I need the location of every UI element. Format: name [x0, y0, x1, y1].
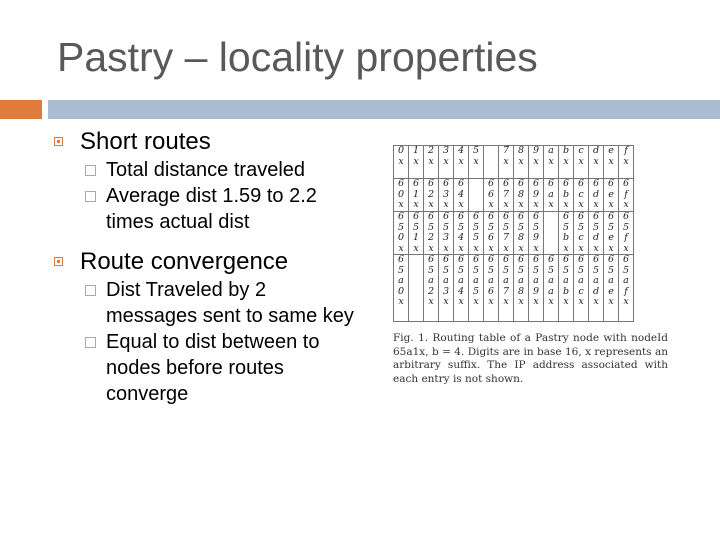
checkbox-icon — [85, 285, 96, 296]
table-cell — [484, 146, 499, 179]
table-cell: 6 5 a b x — [559, 255, 574, 322]
table-cell: 6 c x — [574, 179, 589, 212]
table-cell: 6 5 a 5 x — [469, 255, 484, 322]
table-cell: 6 7 x — [499, 179, 514, 212]
table-cell: 6 5 a 3 x — [439, 255, 454, 322]
checkbox-icon — [85, 165, 96, 176]
table-cell: 6 5 5 x — [469, 212, 484, 255]
table-cell: 6 5 a c x — [574, 255, 589, 322]
table-cell: 7 x — [499, 146, 514, 179]
table-cell: 6 5 2 x — [424, 212, 439, 255]
sub-bullet — [52, 183, 362, 235]
table-cell: 6 3 x — [439, 179, 454, 212]
table-cell: 6 5 a 7 x — [499, 255, 514, 322]
bullet-square-icon — [54, 257, 63, 266]
bullet-text: Route convergence — [80, 248, 289, 275]
table-cell: 6 5 a d x — [589, 255, 604, 322]
sub-bullet — [52, 277, 362, 329]
table-cell: 6 8 x — [514, 179, 529, 212]
table-cell — [409, 255, 424, 322]
table-cell: 6 5 c x — [574, 212, 589, 255]
table-cell: 2 x — [424, 146, 439, 179]
table-cell: 6 5 4 x — [454, 212, 469, 255]
table-cell: 6 5 d x — [589, 212, 604, 255]
table-cell: 6 1 x — [409, 179, 424, 212]
figure-caption: Fig. 1. Routing table of a Pastry node with nodeId 65a1x, b = 4. Digits are in base 16, x represents an arbitrary suffix. The IP address associated with each entry is not shown. — [393, 332, 668, 385]
table-cell: 6 5 a a x — [544, 255, 559, 322]
table-row — [394, 179, 634, 212]
table-cell: 6 5 9 x — [529, 212, 544, 255]
table-cell: 3 x — [439, 146, 454, 179]
table-cell: 9 x — [529, 146, 544, 179]
bullet-list — [52, 126, 362, 407]
table-cell: 4 x — [454, 146, 469, 179]
table-cell: 6 5 a 9 x — [529, 255, 544, 322]
table-cell: e x — [604, 146, 619, 179]
table-cell — [544, 212, 559, 255]
sub-bullet-text: Average dist 1.59 to 2.2 times actual dist — [106, 185, 317, 233]
table-cell: 6 5 8 x — [514, 212, 529, 255]
table-cell: 6 5 a f x — [619, 255, 634, 322]
accent-bar — [0, 100, 42, 119]
table-cell: 6 5 0 x — [394, 212, 409, 255]
sub-bullet — [52, 157, 362, 183]
routing-table-figure — [393, 145, 668, 386]
table-cell: 6 4 x — [454, 179, 469, 212]
sub-bullet — [52, 329, 362, 407]
table-cell: b x — [559, 146, 574, 179]
table-cell: 6 a x — [544, 179, 559, 212]
table-cell: 6 5 b x — [559, 212, 574, 255]
sub-bullet-text: Dist Traveled by 2 messages sent to same key — [106, 279, 354, 327]
routing-table — [393, 145, 634, 322]
table-cell: 6 5 7 x — [499, 212, 514, 255]
table-cell: 6 5 3 x — [439, 212, 454, 255]
checkbox-icon — [85, 337, 96, 348]
table-cell: 6 5 a 8 x — [514, 255, 529, 322]
bullet-text: Short routes — [80, 128, 211, 155]
table-row — [394, 255, 634, 322]
checkbox-icon — [85, 191, 96, 202]
table-cell: 6 5 a 2 x — [424, 255, 439, 322]
table-cell: 5 x — [469, 146, 484, 179]
table-cell: 6 5 e x — [604, 212, 619, 255]
bullet-short-routes — [52, 126, 362, 157]
table-cell: 6 5 6 x — [484, 212, 499, 255]
table-cell: 6 2 x — [424, 179, 439, 212]
bullet-square-icon — [54, 137, 63, 146]
table-row — [394, 146, 634, 179]
table-cell: 6 f x — [619, 179, 634, 212]
table-cell: 6 5 a 4 x — [454, 255, 469, 322]
slide-title: Pastry – locality properties — [57, 34, 538, 80]
table-cell: 6 0 x — [394, 179, 409, 212]
title-underline-band — [48, 100, 720, 119]
table-cell: c x — [574, 146, 589, 179]
table-cell: d x — [589, 146, 604, 179]
table-cell — [469, 179, 484, 212]
table-cell: 6 5 a e x — [604, 255, 619, 322]
table-cell: f x — [619, 146, 634, 179]
table-row — [394, 212, 634, 255]
table-cell: a x — [544, 146, 559, 179]
sub-bullet-text: Equal to dist between to nodes before routes converge — [106, 331, 320, 405]
table-cell: 6 9 x — [529, 179, 544, 212]
table-cell: 6 5 a 6 x — [484, 255, 499, 322]
table-cell: 8 x — [514, 146, 529, 179]
table-cell: 6 e x — [604, 179, 619, 212]
table-cell: 1 x — [409, 146, 424, 179]
table-cell: 6 5 f x — [619, 212, 634, 255]
table-cell: 6 6 x — [484, 179, 499, 212]
table-cell: 6 5 1 x — [409, 212, 424, 255]
table-cell: 6 b x — [559, 179, 574, 212]
table-cell: 6 5 a 0 x — [394, 255, 409, 322]
sub-bullet-text: Total distance traveled — [106, 159, 306, 181]
bullet-route-convergence — [52, 246, 362, 277]
table-cell: 0 x — [394, 146, 409, 179]
table-cell: 6 d x — [589, 179, 604, 212]
